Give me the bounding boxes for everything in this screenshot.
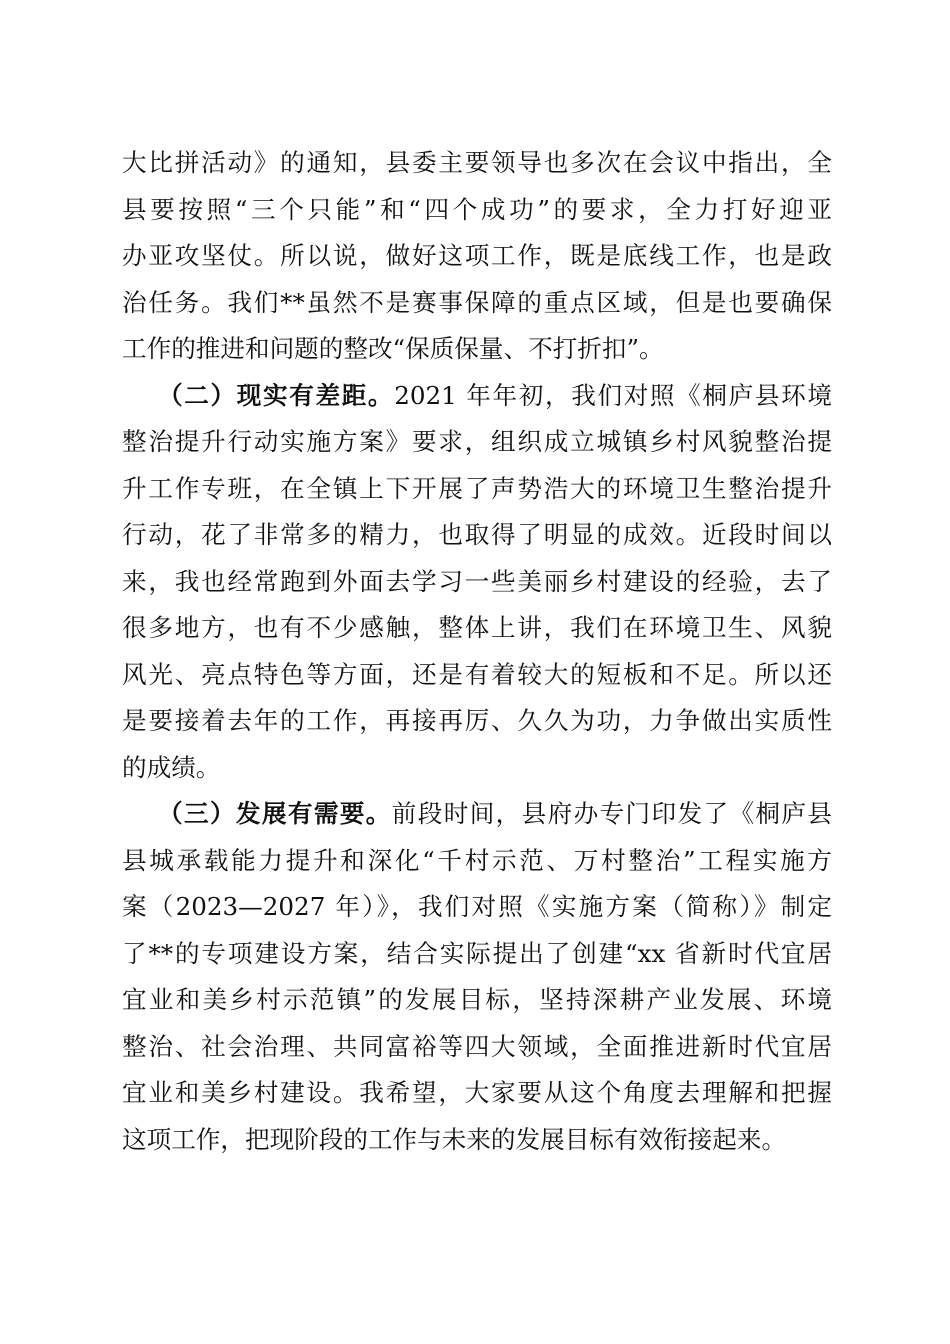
text-line: 很多地方，也有不少感触，整体上讲，我们在环境卫生、风貌 xyxy=(122,613,832,642)
section-heading: （二）现实有差距。 xyxy=(158,380,395,410)
text-line: 县城承载能力提升和深化“千村示范、万村整治”工程实施方 xyxy=(122,845,832,875)
text-line: 是要接着去年的工作，再接再厉、久久为功，力争做出实质性 xyxy=(122,706,832,735)
document-body xyxy=(122,140,832,1163)
text-line: 宜业和美乡村建设。我希望，大家要从这个角度去理解和把握 xyxy=(122,1078,832,1107)
text-line: 整治提升行动实施方案》要求，组织成立城镇乡村风貌整治提 xyxy=(122,427,832,456)
text-line: 升工作专班，在全镇上下开展了声势浩大的环境卫生整治提升 xyxy=(122,473,832,503)
text-line: 治任务。我们**虽然不是赛事保障的重点区域，但是也要确保 xyxy=(122,287,832,317)
paragraph-development-need xyxy=(122,791,832,1163)
text-line: 行动，花了非常多的精力，也取得了明显的成效。近段时间以 xyxy=(122,520,832,549)
paragraph-continuation xyxy=(122,140,832,373)
paragraph-first-line xyxy=(122,791,832,838)
text-line: 整治、社会治理、共同富裕等四大领域，全面推进新时代宜居 xyxy=(122,1031,832,1061)
paragraph-reality-gap xyxy=(122,373,832,792)
text-line: 的成绩。 xyxy=(122,752,221,782)
text-line: 来，我也经常跑到外面去学习一些美丽乡村建设的经验，去了 xyxy=(122,566,832,596)
text-line: 了**的专项建设方案，结合实际提出了创建“xx 省新时代宜居 xyxy=(122,938,832,968)
paragraph-first-line xyxy=(122,373,832,420)
text-line: 工作的推进和问题的整改“保质保量、不打折扣”。 xyxy=(122,334,664,363)
text-line: 宜业和美乡村示范镇”的发展目标，坚持深耕产业发展、环境 xyxy=(122,985,832,1014)
text-line: 案（2023—2027 年）》，我们对照《实施方案（简称）》制定 xyxy=(122,892,832,921)
text-line: 县要按照“三个只能”和“四个成功”的要求，全力打好迎亚 xyxy=(122,194,832,224)
text-line: 风光、亮点特色等方面，还是有着较大的短板和不足。所以还 xyxy=(122,659,832,689)
text-line: 大比拼活动》的通知，县委主要领导也多次在会议中指出，全 xyxy=(122,148,832,177)
text-line: 这项工作，把现阶段的工作与未来的发展目标有效衔接起来。 xyxy=(122,1124,787,1154)
text-line: 办亚攻坚仗。所以说，做好这项工作，既是底线工作，也是政 xyxy=(122,241,832,270)
section-heading: （三）发展有需要。 xyxy=(158,799,392,828)
text-run: 前段时间，县府办专门印发了《桐庐县 xyxy=(391,799,832,828)
text-run: 2021 年年初，我们对照《桐庐县环境 xyxy=(394,380,832,410)
